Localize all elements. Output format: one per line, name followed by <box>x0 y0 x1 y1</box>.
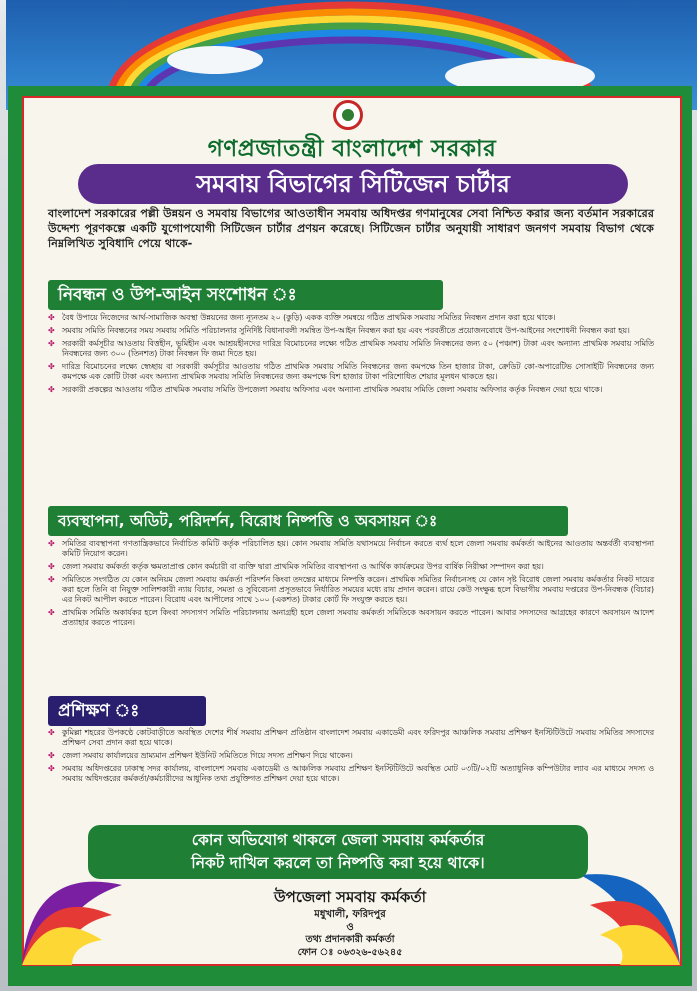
office-address: মধুখালী, ফরিদপুর <box>314 909 386 920</box>
list-item: ✤ জেলা সমবায় কর্মকর্তা কর্তৃক ক্ষমতাপ্রাপ্ত কোন কর্মচারী বা ব্যক্তি দ্বারা প্রাথমিক সমিতির ব্যবস্থাপনা ও আর্থিক কার্যক্রমের উপর বার্ষিক নিরীক্ষা সম্পাদন করা হয়। <box>48 562 654 572</box>
registration-list <box>48 313 654 398</box>
list-item: ✤ সমিতির ব্যবস্থাপনা গণতান্ত্রিকভাবে নির্বাচিত কমিটি কর্তৃক পরিচালিত হয়। কোন সমবায় সমিতি যথাসময়ে নির্বাচন করতে ব্যর্থ হলে জেলা সমবায় কর্মকর্তা আইনের আওতায় অন্তর্বর্তী ব্যবস্থাপনা কমিটি নিয়োগ করেন। <box>48 539 654 559</box>
list-item: ✤ প্রাথমিক সমিতি অকার্যকর হলে কিংবা সদস্যগণ সমিতি পরিচালনায় অনাগ্রহী হলে জেলা সমবায় কর্মকর্তা সমিতিকে অবসায়ন করতে পারেন। আবার সদস্যদের আগ্রহের কারণে অবসায়ন আদেশ প্রত্যাহার করতে পারেন। <box>48 608 654 628</box>
complaint-notice <box>88 825 588 879</box>
officer-title: উপজেলা সমবায় কর্মকর্তা <box>274 888 426 906</box>
list-item: ✤ সরকারী কর্মসূচীর আওতায় বিত্তহীন, ভূমিহীন এবং আশ্রয়হীনদের দারিদ্র বিমোচনের লক্ষ্যে গঠিত প্রাথমিক সমবায় সমিতি নিবন্ধনের জন্য ৫০ (পঞ্চাশ) টাকা এবং অন্যান্য প্রাথমিক সমবায় সমিতি নিবন্ধনের জন্য ৩০০ (তিনশত) টাকা নিবন্ধন ফি জমা দিতে হয়। <box>48 339 654 359</box>
conjunction-text: ও <box>346 922 354 933</box>
complaint-line-1: কোন অভিযোগ থাকলে জেলা সমবায় কর্মকর্তার <box>191 831 485 849</box>
list-item: ✤ সমবায় অধিদপ্তরের ঢাকাস্থ সদর কার্যালয়, বাংলাদেশ সমবায় একাডেমী ও আঞ্চলিক সমবায় প্রশিক্ষণ ইনস্টিটিউটে অবস্থিত মোট ০৩টি/০২টি অত্যাধুনিক কম্পিউটার ল্যাব এর মাধ্যমে সদস্য ও সমবায় অধিদপ্তরের কর্মকর্তা/কর্মচারীদের আধুনিক তথ্য প্রযুক্তিগত প্রশিক্ষণ দেয়া হয়ে থাকে। <box>48 764 654 784</box>
phone-number: ফোন ঃ ০৬৩২৬-৫৬২৪৫ <box>297 947 403 958</box>
list-item: ✤ সমবায় সমিতি নিবন্ধনের সময় সমবায় সমিতি পরিচালনার সুনির্দিষ্ট বিধানাবলী সমন্বিত উপ-আইন নিবন্ধন করা হয় এবং পরবর্তীতে প্রয়োজনবোধে উপ-আইনের সংশোধনী নিবন্ধন করা হয়। <box>48 326 654 336</box>
list-item: ✤ জেলা সমবায় কার্যালয়ের ভ্রাম্যমান প্রশিক্ষণ ইউনিট সমিতিতে গিয়ে সদস্য প্রশিক্ষণ দিয়ে থাকেন। <box>48 751 654 761</box>
list-item: ✤ সরকারী প্রকল্পের আওতায় গঠিত প্রাথমিক সমবায় সমিতি উপজেলা সমবায় অফিসার এবং অন্যান্য প্রাথমিক সমবায় সমিতি জেলা সমবায় অফিসার কর্তৃক নিবন্ধন দেয়া হয়ে থাকে। <box>48 385 654 395</box>
list-item: ✤ দারিদ্র বিমোচনের লক্ষ্যে স্বেচ্ছায় বা সরকারী কর্মসূচীর আওতায় গঠিত প্রাথমিক সমবায় সমিতি নিবন্ধনের জন্য কমপক্ষে তিন হাজার টাকা, ক্রেডিট কো-অপারেটিভ সোসাইটি নিবন্ধনের জন্য কমপক্ষে এক কোটি টাকা এবং অন্যান্য প্রাথমিক সমবায় সমিতি নিবন্ধনের জন্য কমপক্ষে বিশ হাজার টাকা পরিশোধিত শেয়ার মূলধন থাকতে হয়। <box>48 362 654 382</box>
list-item: ✤ সমিতিতে সংগঠিত যে কোন অনিয়ম জেলা সমবায় কর্মকর্তা পরিদর্শন কিংবা তদন্তের মাধ্যমে নিষ্পত্তি করেন। প্রাথমিক সমিতির নির্বাচনসহ যে কোন সৃষ্ট বিরোধ জেলা সমবায় কর্মকর্তার নিকট দায়ের করা হলে তিনি বা নিযুক্ত সালিশকারী ন্যায় বিচার, সমতা ও সুবিবেচনা প্রসূতভাবে নির্ধারিত সময়ের মধ্যে রায় প্রদান করেন। রায়ে কেউ সংক্ষুব্ধ হলে বিভাগীয় সমবায় দপ্তরের উপ-নিবন্ধক (বিচার) এর নিকট আপীল করতে পারেন। বিরোধ এবং আপীলের সাথে ১০০ (একশত) টাকার কোর্ট ফি সংযুক্ত করতে হয়। <box>48 575 654 605</box>
complaint-line-2: নিকট দাখিল করলে তা নিষ্পত্তি করা হয়ে থাকে। <box>191 854 485 872</box>
government-title: গণপ্রজাতন্ত্রী বাংলাদেশ সরকার <box>207 136 497 162</box>
intro-paragraph: বাংলাদেশ সরকারের পল্লী উন্নয়ন ও সমবায় বিভাগের আওতাধীন সমবায় অধিদপ্তর গণমানুষের সেবা নিশ্চিত করার জন্য বর্তমান সরকারের উদ্দেশ্য পূরণকল্পে একটি যুগোপযোগী সিটিজেন চার্টার প্রণয়ন করেছে। সিটিজেন চার্টার অনুযায়ী সাধারণ জনগণ সমবায় বিভাগ থেকে নিম্নলিখিত সুবিধাদি পেয়ে থাকে- <box>48 207 654 250</box>
government-emblem-icon <box>333 100 363 130</box>
info-officer-title: তথ্য প্রদানকারী কর্মকর্তা <box>305 934 395 945</box>
section-heading-training: প্রশিক্ষণ ঃ <box>48 696 206 726</box>
training-list <box>48 728 654 787</box>
list-item: ✤ কুমিল্লা শহরের উপকণ্ঠে কোটবাড়ীতে অবস্থিত দেশের শীর্ষ সমবায় প্রশিক্ষণ প্রতিষ্ঠান বাংলাদেশ সমবায় একাডেমী এবং ফরিদপুর আঞ্চলিক সমবায় প্রশিক্ষণ ইনস্টিটিউটে সমবায় সমিতির সদস্যদের প্রশিক্ষণ সেবা প্রদান করা হয়ে থাকে। <box>48 728 654 748</box>
section-heading-registration: নিবন্ধন ও উপ-আইন সংশোধন ঃ <box>48 280 443 310</box>
section-heading-management: ব্যবস্থাপনা, অডিট, পরিদর্শন, বিরোধ নিষ্পত্তি ও অবসায়ন ঃ <box>48 506 568 536</box>
management-list <box>48 539 654 631</box>
list-item: ✤ বৈধ উপায়ে নিজেদের আর্থ-সামাজিক অবস্থা উন্নয়নের জন্য ন্যূনতম ২০ (কুড়ি) একক ব্যক্তি সমন্বয়ে গঠিত প্রাথমিক সমবায় সমিতির নিবন্ধন প্রদান করা হয়ে থাকে। <box>48 313 654 323</box>
charter-title-banner: সমবায় বিভাগের সিটিজেন চার্টার <box>78 164 628 204</box>
